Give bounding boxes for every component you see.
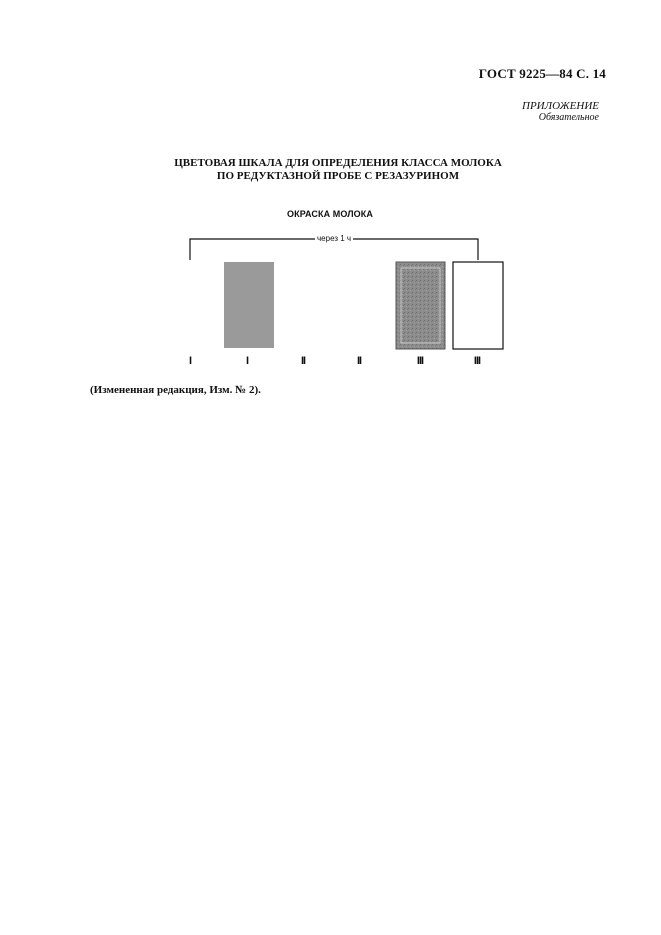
swatch-class-1-gray	[224, 262, 274, 348]
swatch-class-3-speckled	[396, 262, 445, 349]
title-line-1: ЦВЕТОВАЯ ШКАЛА ДЛЯ ОПРЕДЕЛЕНИЯ КЛАССА МОЛОКА	[174, 157, 502, 169]
class-label-6: III	[473, 355, 481, 367]
class-label-3: II	[300, 355, 306, 367]
class-label-2: I	[245, 355, 249, 367]
appendix-status: Обязательное	[538, 112, 599, 123]
appendix-label: ПРИЛОЖЕНИЕ	[522, 100, 599, 112]
bracket-label: через 1 ч	[317, 234, 352, 243]
class-label-5: III	[416, 355, 424, 367]
standard-page-header: ГОСТ 9225—84 С. 14	[478, 66, 606, 81]
class-label-4: II	[356, 355, 362, 367]
title-line-2: ПО РЕДУКТАЗНОЙ ПРОБЕ С РЕЗАЗУРИНОМ	[216, 170, 460, 182]
revision-note: (Измененная редакция, Изм. № 2).	[90, 384, 261, 396]
scale-heading: ОКРАСКА МОЛОКА	[287, 209, 373, 219]
class-label-1: I	[188, 355, 192, 367]
swatch-class-3-white	[453, 262, 503, 349]
